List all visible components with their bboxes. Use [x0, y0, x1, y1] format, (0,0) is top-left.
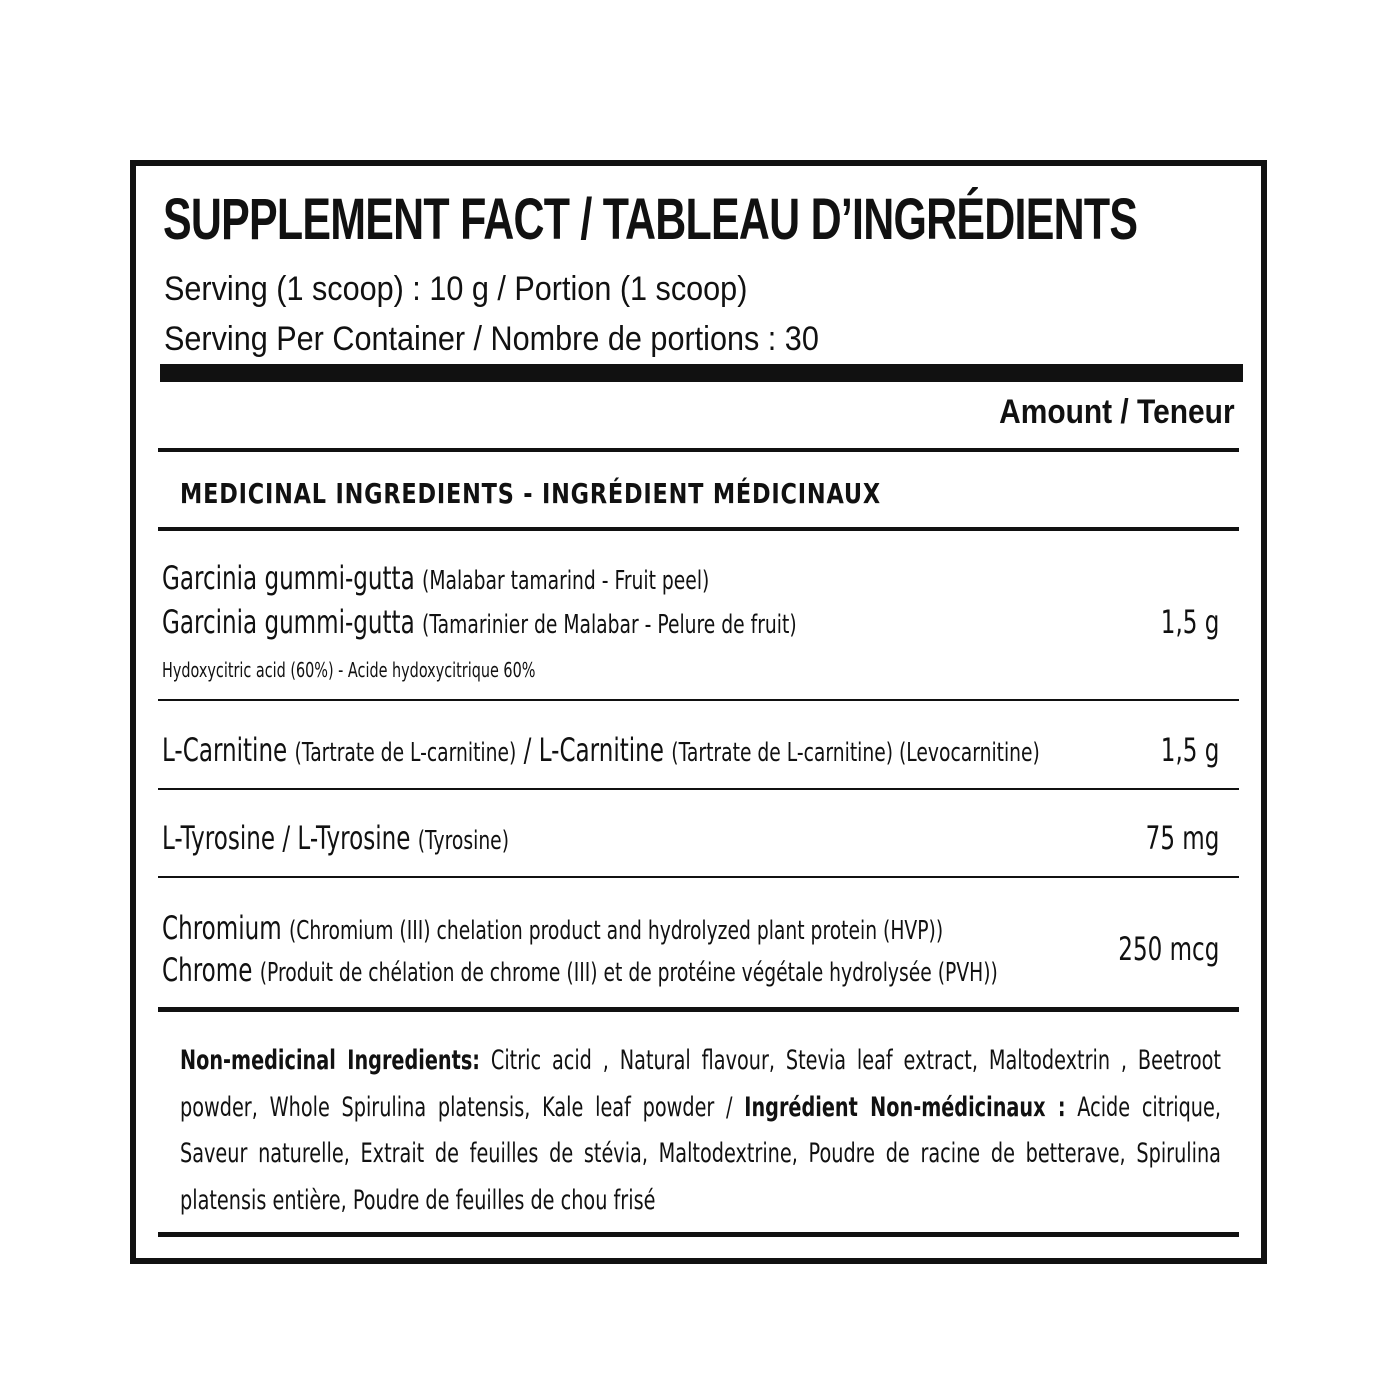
ingredient-detail: (Tamarinier de Malabar - Pelure de fruit) — [422, 610, 797, 640]
row-divider — [158, 876, 1239, 878]
amount-header: Amount / Teneur — [999, 393, 1235, 431]
ingredient-name: Garcinia gummi-gutta — [162, 559, 415, 597]
thick-divider — [160, 364, 1243, 382]
ingredient-4-line-2 — [162, 949, 998, 994]
ingredient-name: L-Tyrosine — [297, 819, 411, 857]
ingredient-name: Chromium — [162, 909, 282, 947]
ingredient-1-line-1 — [162, 557, 709, 602]
non-medicinal-text-fr: Acide citrique, Saveur naturelle, Extrait de feuilles de stévia, Maltodextrine, Poudre de racine de betterave, Spirulina platensis entière, Poudre de feuilles de chou frisé — [180, 1091, 1221, 1216]
divider — [158, 1232, 1239, 1237]
ingredient-2-line — [162, 729, 1040, 774]
non-medicinal-ingredients — [180, 1038, 1221, 1224]
separator: / — [282, 819, 291, 857]
non-medicinal-label-en: Non-medicinal Ingredients: — [180, 1045, 480, 1076]
ingredient-detail: (Tyrosine) — [417, 826, 510, 856]
ingredient-3-amount: 75 mg — [1145, 819, 1219, 857]
ingredient-2-amount: 1,5 g — [1160, 731, 1219, 769]
divider — [158, 1007, 1239, 1012]
panel-title: SUPPLEMENT FACT / TABLEAU D’INGRÉDIENTS — [163, 187, 1138, 252]
ingredient-1-amount: 1,5 g — [1160, 603, 1219, 641]
non-medicinal-label-fr: Ingrédient Non-médicinaux : — [744, 1091, 1066, 1123]
ingredient-name: Garcinia gummi-gutta — [162, 603, 415, 641]
ingredient-detail: (Chromium (III) chelation product and hydrolyzed plant protein (HVP)) — [288, 916, 944, 946]
ingredient-detail: (Tartrate de L-carnitine) (Levocarnitine) — [671, 738, 1040, 768]
ingredient-3-line — [162, 817, 509, 862]
ingredient-1-line-2 — [162, 601, 797, 646]
ingredient-name: L-Carnitine — [162, 731, 288, 769]
ingredient-detail: (Produit de chélation de chrome (III) et de protéine végétale hydrolysée (PVH)) — [259, 958, 998, 988]
section-header: MEDICINAL INGREDIENTS - INGRÉDIENT MÉDICINAUX — [180, 477, 881, 510]
ingredient-4-line-1 — [162, 907, 943, 952]
ingredient-4-amount: 250 mcg — [1117, 930, 1219, 968]
row-divider — [158, 788, 1239, 790]
separator: / — [523, 731, 532, 769]
servings-per-container: Serving Per Container / Nombre de portions : 30 — [164, 320, 819, 358]
supplement-facts-panel — [130, 160, 1267, 1264]
divider — [158, 527, 1239, 531]
ingredient-detail: (Tartrate de L-carnitine) — [294, 738, 517, 768]
row-divider — [158, 699, 1239, 701]
divider — [158, 448, 1239, 452]
serving-size: Serving (1 scoop) : 10 g / Portion (1 scoop) — [164, 270, 748, 308]
ingredient-name: L-Carnitine — [538, 731, 664, 769]
ingredient-name: L-Tyrosine — [162, 819, 275, 857]
ingredient-detail: (Malabar tamarind - Fruit peel) — [422, 566, 710, 596]
ingredient-1-note: Hydoxycitric acid (60%) - Acide hydoxycitrique 60% — [162, 658, 536, 682]
non-medicinal-text-en: Citric acid , Natural flavour, Stevia leaf extract, Maltodextrin , Beetroot powder, Whole Spirulina platensis, Kale leaf powder / — [180, 1045, 1221, 1123]
ingredient-name: Chrome — [162, 951, 253, 989]
